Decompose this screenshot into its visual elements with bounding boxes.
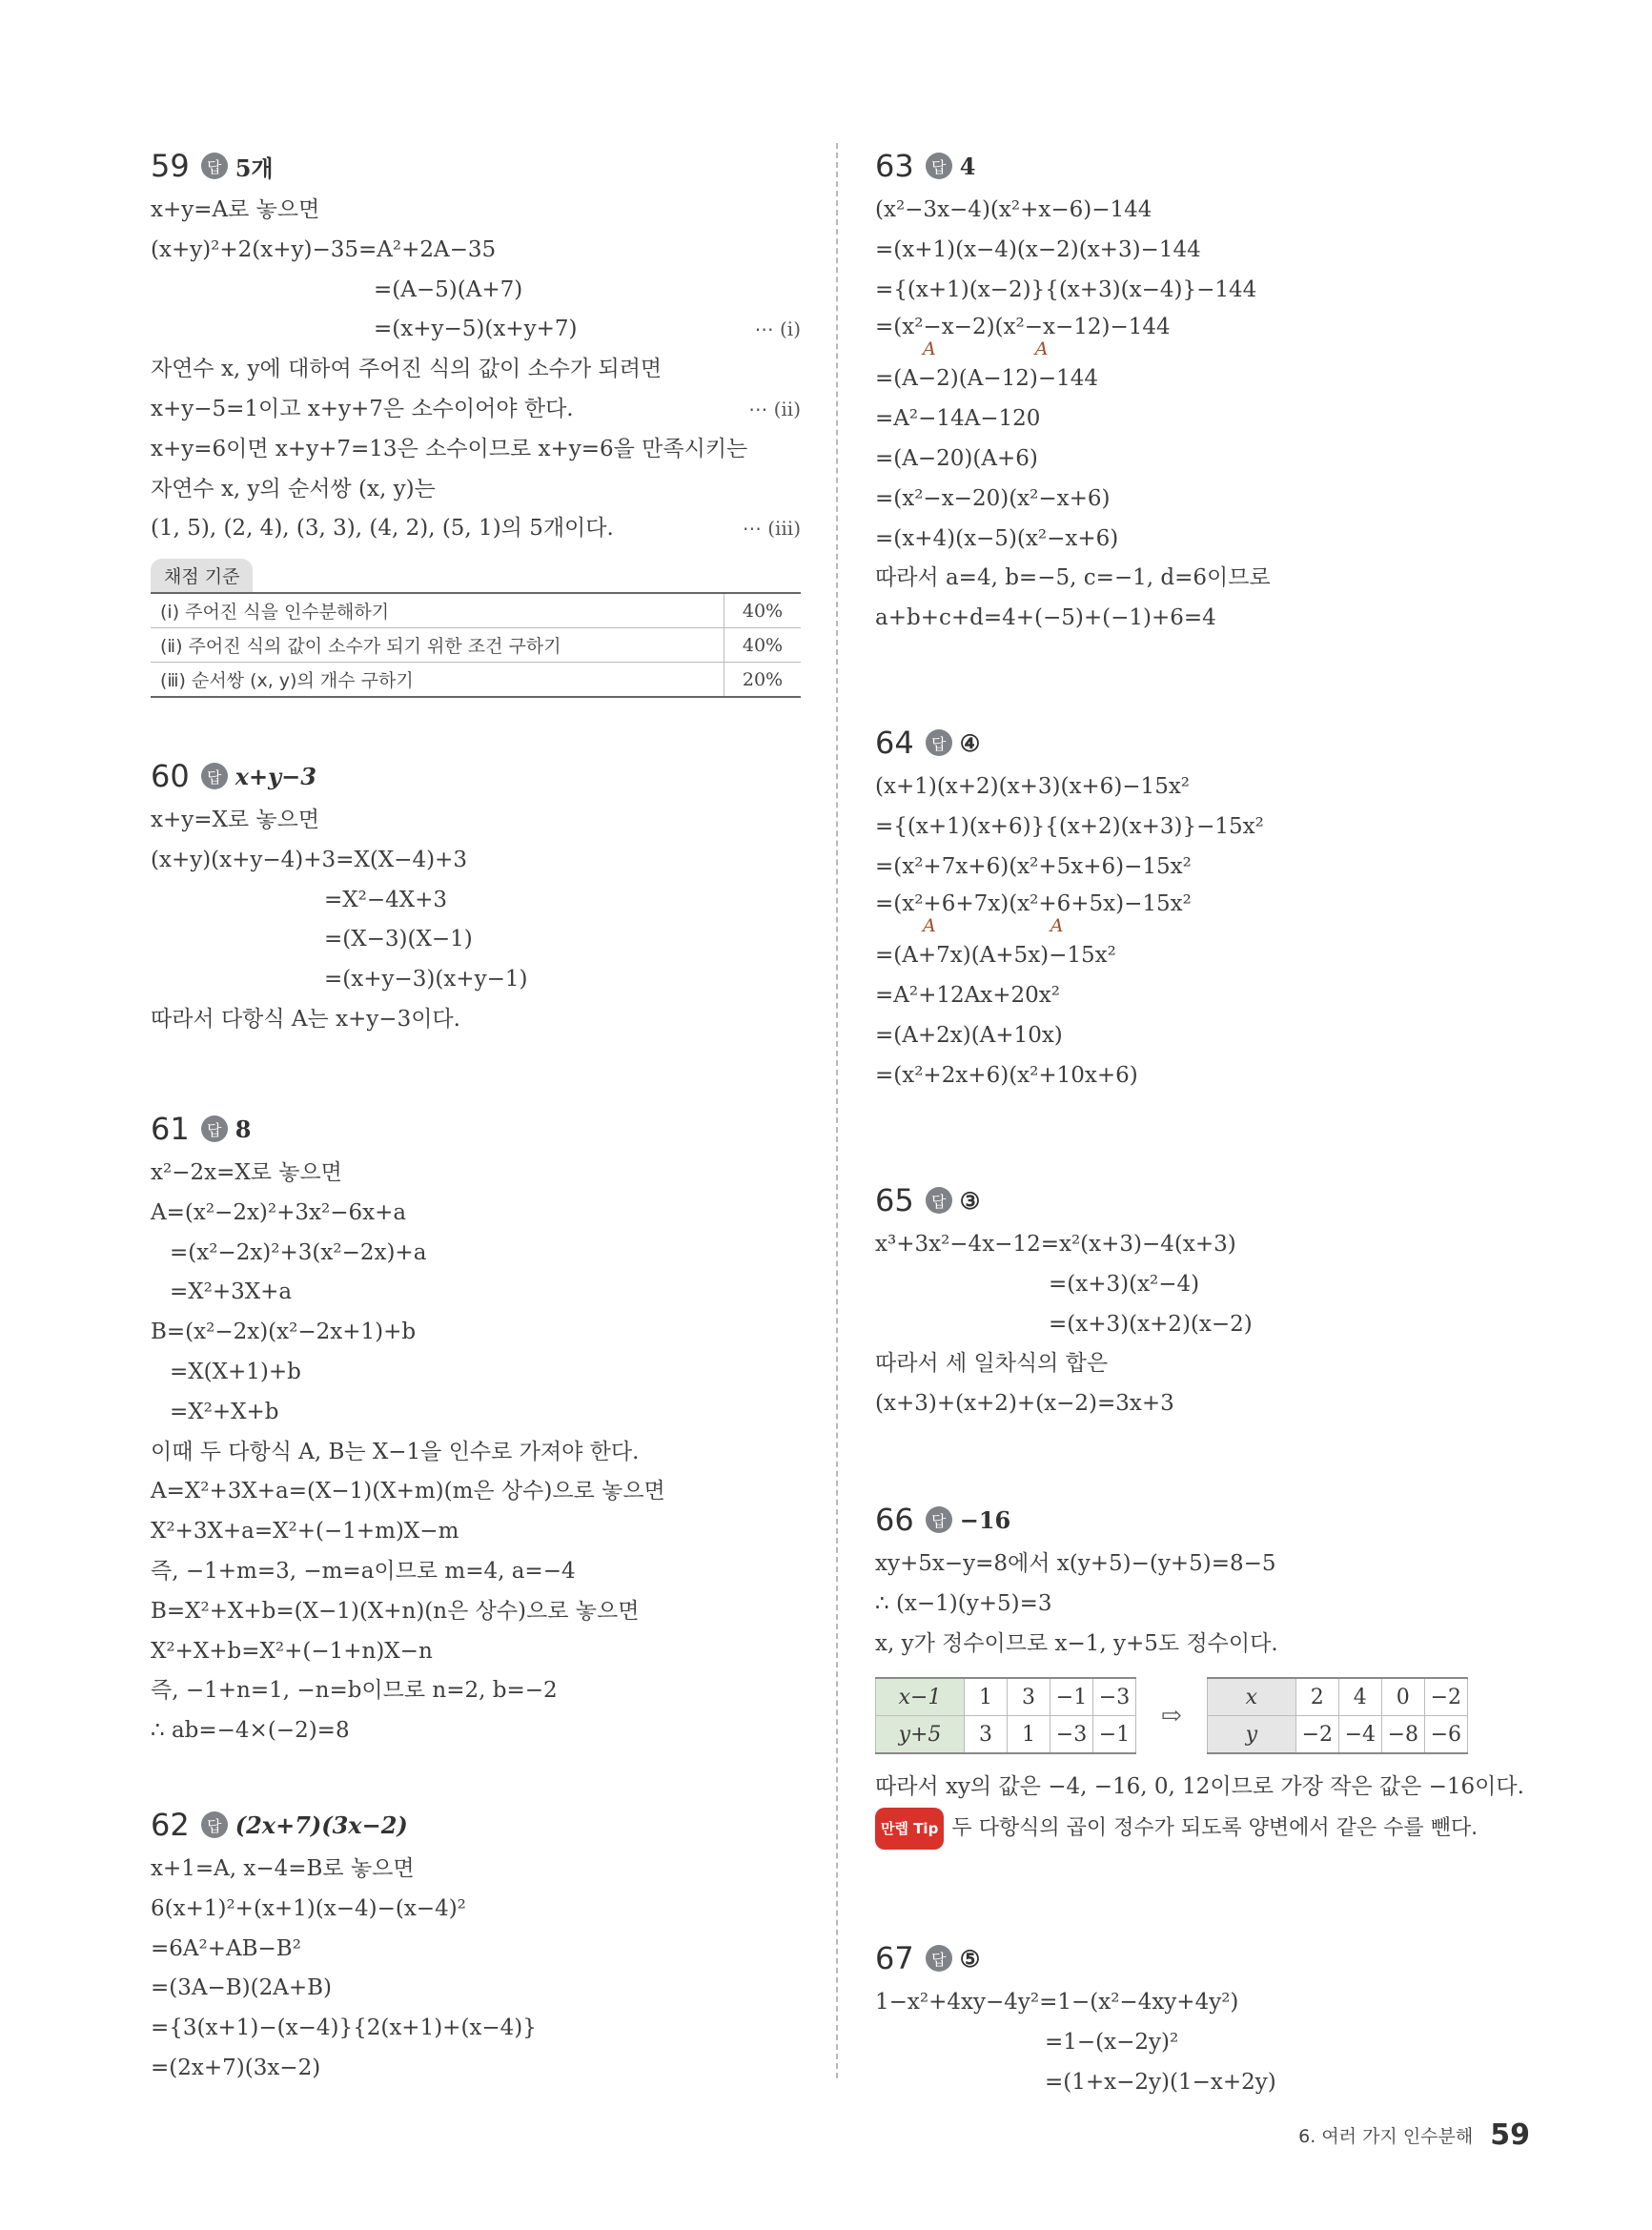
solution-line <box>151 390 801 430</box>
solution-line: =(x²−x−20)(x²−x+6) <box>875 485 1111 511</box>
solution-line <box>151 509 801 549</box>
tip-line <box>875 1808 1533 1848</box>
solution-line: =X²−4X+3 <box>324 887 448 912</box>
criteria-percent: 40% <box>724 593 802 628</box>
table-cell: −3 <box>1093 1678 1136 1716</box>
solution-line: =(3A−B)(2A+B) <box>151 1975 332 2001</box>
table-cell: −4 <box>1338 1716 1381 1754</box>
page-number: 59 <box>1490 2118 1530 2152</box>
problem-number: 64 <box>875 725 914 761</box>
problem-63 <box>875 143 1533 639</box>
table-cell: 4 <box>1338 1678 1381 1716</box>
table-cell: −1 <box>1093 1716 1136 1754</box>
factor-table <box>875 1677 1136 1754</box>
solution-line: =(2x+7)(3x−2) <box>151 2055 321 2080</box>
row-header: y+5 <box>876 1716 965 1754</box>
answer-badge: 답 <box>926 1187 952 1214</box>
table-cell: −3 <box>1050 1716 1093 1754</box>
solution-line: =6A²+AB−B² <box>151 1935 301 1961</box>
solution-line: =1−(x−2y)² <box>1045 2029 1179 2055</box>
solution-line: =(x²+6+7x)(x²+6+5x)−15x² <box>875 891 1192 917</box>
table-row <box>151 663 801 698</box>
solution-line: =X(X+1)+b <box>170 1359 301 1384</box>
answer-badge: 답 <box>926 729 952 756</box>
problem-number: 65 <box>875 1182 914 1218</box>
answer-text: 4 <box>959 152 976 180</box>
solution-line: =(x+3)(x+2)(x−2) <box>1049 1311 1253 1337</box>
table-cell: −1 <box>1050 1678 1093 1716</box>
table-cell: 2 <box>1295 1678 1338 1716</box>
solution-line: 따라서 xy의 값은 −4, −16, 0, 12이므로 가장 작은 값은 −16이다. <box>875 1774 1524 1800</box>
solution-line: 자연수 x, y의 순서쌍 (x, y)는 <box>151 476 436 501</box>
solution-line: x+y=A로 놓으면 <box>151 197 320 222</box>
table-row <box>876 1678 1136 1716</box>
solution-line: x+1=A, x−4=B로 놓으면 <box>151 1856 415 1881</box>
table-row <box>151 593 801 628</box>
solution-line: 6(x+1)²+(x+1)(x−4)−(x−4)² <box>151 1895 466 1921</box>
answer-badge: 답 <box>201 1811 228 1838</box>
table-cell: 3 <box>1008 1678 1050 1716</box>
answer-text: x+y−3 <box>235 762 316 790</box>
table-row <box>151 628 801 663</box>
substitution-annotation <box>875 338 1533 359</box>
solution-line: =X²+X+b <box>170 1399 279 1424</box>
table-row <box>1207 1678 1467 1716</box>
solution-line: =A²−14A−120 <box>875 406 1041 432</box>
solution-line: =(x²−x−2)(x²−x−12)−144 <box>875 315 1171 340</box>
table-cell: 0 <box>1381 1678 1424 1716</box>
arrow-right-icon: ⇨ <box>1161 1701 1182 1730</box>
solution-line: A=X²+3X+a=(X−1)(X+m)(m은 상수)으로 놓으면 <box>151 1479 665 1504</box>
chapter-title: 6. 여러 가지 인수분해 <box>1298 2126 1474 2147</box>
solution-line: 따라서 a=4, b=−5, c=−1, d=6이므로 <box>875 565 1271 591</box>
problem-64 <box>875 720 1533 1096</box>
solution-line: X²+X+b=X²+(−1+n)X−n <box>151 1638 433 1664</box>
solution-line: 자연수 x, y에 대하여 주어진 식의 값이 소수가 되려면 <box>151 357 663 382</box>
answer-text: ③ <box>959 1186 981 1215</box>
substitution-annotation <box>875 915 1533 936</box>
solution-line: =X²+3X+a <box>170 1279 293 1305</box>
table-cell: 3 <box>965 1716 1008 1754</box>
solution-line: ∴ (x−1)(y+5)=3 <box>875 1590 1052 1616</box>
answer-badge: 답 <box>926 153 952 179</box>
solution-line: x+y=6이면 x+y+7=13은 소수이므로 x+y=6을 만족시키는 <box>151 436 748 461</box>
problem-number: 60 <box>151 758 190 794</box>
answer-badge: 답 <box>201 1115 228 1142</box>
solution-line: x+y=X로 놓으면 <box>151 808 320 832</box>
solution-line: ={3(x+1)−(x−4)}{2(x+1)+(x−4)} <box>151 2015 537 2041</box>
solution-line: B=X²+X+b=(X−1)(X+n)(n은 상수)으로 놓으면 <box>151 1598 640 1624</box>
answer-badge: 답 <box>201 153 228 179</box>
criteria-label: (ⅱ) 주어진 식의 값이 소수가 되기 위한 조건 구하기 <box>151 628 724 663</box>
solution-line: =(X−3)(X−1) <box>324 927 473 952</box>
row-header: x <box>1207 1678 1295 1716</box>
solution-line: 즉, −1+n=1, −n=b이므로 n=2, b=−2 <box>151 1678 558 1704</box>
table-cell: −2 <box>1295 1716 1338 1754</box>
solution-line: x³+3x²−4x−12=x²(x+3)−4(x+3) <box>875 1232 1236 1257</box>
anno-a: A <box>923 915 936 937</box>
problem-number: 59 <box>151 148 190 184</box>
criteria-label: (ⅲ) 순서쌍 (x, y)의 개수 구하기 <box>151 663 724 698</box>
tip-text: 두 다항식의 곱이 정수가 되도록 양변에서 같은 수를 뺀다. <box>951 1816 1479 1841</box>
answer-text: ⑤ <box>959 1944 981 1973</box>
problem-number: 63 <box>875 148 914 184</box>
row-header: x−1 <box>876 1678 965 1716</box>
problem-60 <box>151 753 801 1040</box>
value-tables <box>875 1677 1533 1754</box>
problem-59 <box>151 143 801 698</box>
solution-line: =(x²+7x+6)(x²+5x+6)−15x² <box>875 853 1192 879</box>
solution-line: A=(x²−2x)²+3x²−6x+a <box>151 1199 407 1225</box>
table-cell: −6 <box>1424 1716 1467 1754</box>
solution-line: (x+y)²+2(x+y)−35=A²+2A−35 <box>151 236 497 262</box>
solution-line: =(A−20)(A+6) <box>875 445 1038 471</box>
problem-number: 61 <box>151 1111 190 1147</box>
problem-62 <box>151 1802 801 2089</box>
answer-text: 5개 <box>235 153 274 182</box>
solution-line: 즉, −1+m=3, −m=a이므로 m=4, a=−4 <box>151 1558 576 1584</box>
step-tag: ⋯ (ⅱ) <box>748 397 801 420</box>
criteria-label: (ⅰ) 주어진 식을 인수분해하기 <box>151 593 724 628</box>
table-cell: 1 <box>1008 1716 1050 1754</box>
anno-a: A <box>1034 338 1049 360</box>
page-footer <box>1298 2118 1530 2152</box>
solution-line: (x²−3x−4)(x²+x−6)−144 <box>875 197 1152 222</box>
criteria-percent: 20% <box>724 663 802 698</box>
solution-text: =(x+y−5)(x+y+7) <box>374 317 578 342</box>
solution-line: x, y가 정수이므로 x−1, y+5도 정수이다. <box>875 1630 1278 1656</box>
solution-line: =(x+y−3)(x+y−1) <box>324 967 528 992</box>
grading-criteria-title: 채점 기준 <box>151 559 253 592</box>
solution-line: 따라서 다항식 A는 x+y−3이다. <box>151 1006 460 1032</box>
solution-line: 따라서 세 일차식의 합은 <box>875 1351 1109 1377</box>
solution-line: 1−x²+4xy−4y²=1−(x²−4xy+4y²) <box>875 1990 1239 2015</box>
problem-number: 67 <box>875 1940 914 1976</box>
solution-line: =(A+2x)(A+10x) <box>875 1022 1063 1048</box>
answer-text: ④ <box>959 728 981 757</box>
solution-line: =A²+12Ax+20x² <box>875 983 1060 1009</box>
problem-65 <box>875 1177 1533 1424</box>
table-cell: −8 <box>1381 1716 1424 1754</box>
problem-67 <box>875 1935 1533 2102</box>
solution-line: =(x+4)(x−5)(x²−x+6) <box>875 525 1119 551</box>
column-divider <box>836 143 838 2078</box>
row-header: y <box>1207 1716 1295 1754</box>
problem-number: 62 <box>151 1807 190 1843</box>
anno-a: A <box>923 338 936 360</box>
solution-line <box>151 310 801 350</box>
solution-line: ={(x+1)(x−2)}{(x+3)(x−4)}−144 <box>875 276 1257 302</box>
solution-text: (1, 5), (2, 4), (3, 3), (4, 2), (5, 1)의 5개이다. <box>151 516 614 542</box>
solution-line: ∴ ab=−4×(−2)=8 <box>151 1718 350 1744</box>
answer-text: −16 <box>959 1505 1011 1534</box>
solution-line: =(A−5)(A+7) <box>374 276 523 302</box>
problem-66 <box>875 1497 1533 1848</box>
problem-number: 66 <box>875 1502 914 1538</box>
table-row <box>1207 1716 1467 1754</box>
solution-line: (x+3)+(x+2)+(x−2)=3x+3 <box>875 1391 1174 1417</box>
solution-line: =(x+3)(x²−4) <box>1049 1271 1200 1297</box>
criteria-percent: 40% <box>724 628 802 663</box>
answer-badge: 답 <box>926 1945 952 1972</box>
table-cell: 1 <box>965 1678 1008 1716</box>
tip-badge: 만렙 Tip <box>875 1808 944 1850</box>
answer-badge: 답 <box>201 763 228 789</box>
xy-table <box>1207 1677 1468 1754</box>
solution-line: (x+y)(x+y−4)+3=X(X−4)+3 <box>151 847 467 872</box>
table-row <box>876 1716 1136 1754</box>
solution-line: =(1+x−2y)(1−x+2y) <box>1045 2069 1276 2095</box>
solution-line: x²−2x=X로 놓으면 <box>151 1160 342 1185</box>
problem-61 <box>151 1106 801 1751</box>
solution-line: B=(x²−2x)(x²−2x+1)+b <box>151 1320 417 1345</box>
solution-line: (x+1)(x+2)(x+3)(x+6)−15x² <box>875 774 1191 799</box>
solution-line: =(x²−2x)²+3(x²−2x)+a <box>170 1239 427 1265</box>
solution-line: =(A+7x)(A+5x)−15x² <box>875 943 1116 969</box>
solution-line: xy+5x−y=8에서 x(y+5)−(y+5)=8−5 <box>875 1551 1276 1576</box>
answer-text: (2x+7)(3x−2) <box>235 1811 408 1839</box>
grading-criteria-table <box>151 592 801 698</box>
answer-badge: 답 <box>926 1506 952 1533</box>
solution-text: x+y−5=1이고 x+y+7은 소수이어야 한다. <box>151 396 574 421</box>
solution-line: a+b+c+d=4+(−5)+(−1)+6=4 <box>875 605 1216 631</box>
solution-line: =(x+1)(x−4)(x−2)(x+3)−144 <box>875 236 1201 262</box>
solution-line: 이때 두 다항식 A, B는 X−1을 인수로 가져야 한다. <box>151 1439 640 1464</box>
solution-line: X²+3X+a=X²+(−1+m)X−m <box>151 1519 459 1545</box>
table-cell: −2 <box>1424 1678 1467 1716</box>
step-tag: ⋯ (ⅰ) <box>754 317 801 341</box>
solution-line: =(x²+2x+6)(x²+10x+6) <box>875 1062 1138 1088</box>
solution-line: ={(x+1)(x+6)}{(x+2)(x+3)}−15x² <box>875 813 1264 839</box>
answer-text: 8 <box>235 1115 252 1143</box>
anno-a: A <box>1050 915 1064 937</box>
step-tag: ⋯ (ⅲ) <box>742 517 801 541</box>
solution-line: =(A−2)(A−12)−144 <box>875 366 1098 392</box>
